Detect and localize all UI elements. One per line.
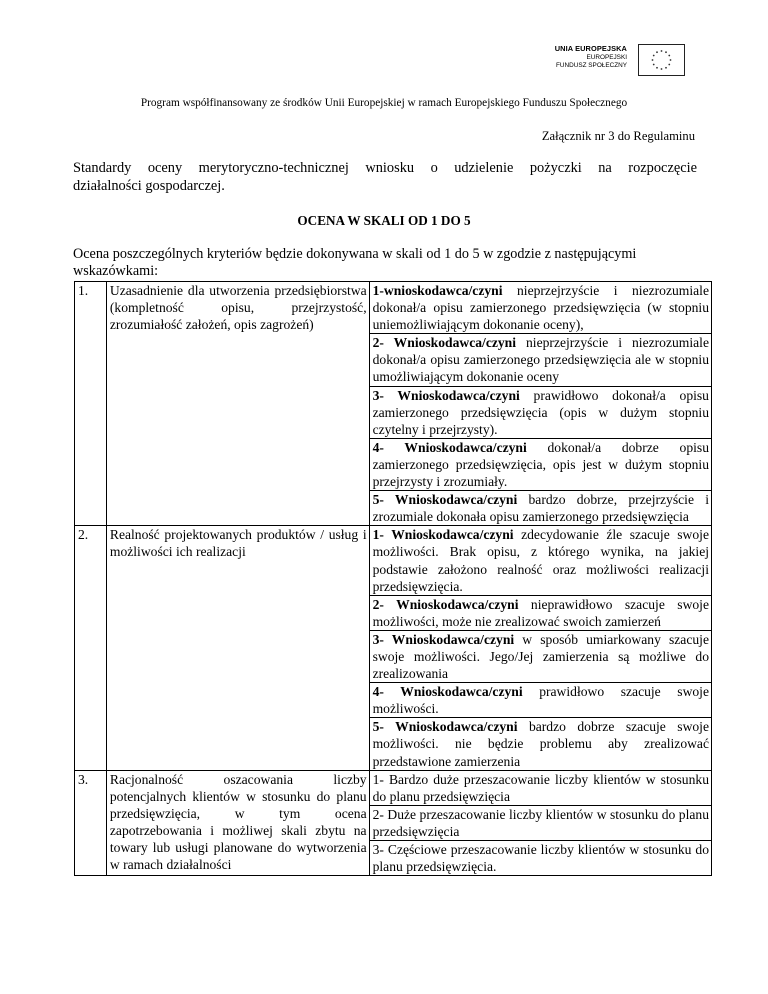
score-level (370, 630, 712, 682)
criterion-number: 1. (75, 282, 107, 526)
eu-flag-icon (638, 44, 685, 76)
eu-star (652, 59, 654, 61)
score-level-text: prawidłowo dokonał/a opisu zamierzonego przedsięwzięcia (opis w dużym stopniu czytelny i przejrzysty). (372, 387, 709, 437)
score-level-text: 1- Bardzo duże przeszacowanie liczby klientów w stosunku do planu przedsięwzięcia (372, 771, 709, 804)
score-level-text: nieprzejrzyście i niezrozumiale dokonał/a opisu zamierzonego przedsięwzięcia (w stopniu uniemożliwiającym dokonanie oceny), (372, 283, 709, 333)
eu-star (665, 67, 667, 69)
eu-star (668, 64, 670, 66)
score-level (370, 682, 712, 717)
score-level (370, 333, 712, 385)
score-level-prefix: 5- Wnioskodawca/czyni (372, 719, 518, 735)
score-level-text: prawidłowo szacuje swoje możliwości. (372, 684, 709, 717)
score-level (370, 438, 712, 490)
eu-star (656, 67, 658, 69)
table-row (75, 770, 712, 876)
score-level (370, 595, 712, 630)
eu-star (661, 68, 663, 70)
score-level (370, 771, 712, 805)
score-guidelines (369, 526, 711, 770)
eu-star (670, 59, 672, 61)
annex-label: Załącznik nr 3 do Regulaminu (541, 129, 695, 143)
logo-line-1: UNIA EUROPEJSKA (554, 44, 627, 53)
score-level-prefix: 2- Wnioskodawca/czyni (372, 335, 517, 351)
eu-star (653, 55, 655, 57)
score-level-text: bardzo dobrze, przejrzyście i zrozumiale dokonała opisu zamierzonego przedsięwzięcia (372, 492, 709, 525)
document-title (73, 159, 697, 195)
criteria-table (74, 281, 712, 876)
criterion-number: 2. (75, 526, 107, 770)
score-level-prefix: 1-wnioskodawca/czyni (372, 283, 503, 298)
logo-line-3: FUNDUSZ SPOŁECZNY (555, 62, 627, 70)
score-level (370, 386, 712, 438)
score-level-prefix: 4- Wnioskodawca/czyni (372, 439, 527, 455)
score-level (370, 805, 712, 840)
score-guidelines (369, 282, 711, 526)
eu-stars-icon (639, 45, 684, 75)
score-guidelines (369, 770, 711, 876)
eu-logo-text (545, 45, 627, 71)
score-level (370, 282, 712, 333)
title-line-1: Standardy oceny merytoryczno-technicznej wniosku o udzielenie pożyczki na rozpoczęcie (73, 160, 697, 176)
score-level-prefix: 4- Wnioskodawca/czyni (372, 684, 523, 700)
eu-star (661, 50, 663, 52)
score-level-prefix: 3- Wnioskodawca/czyni (372, 631, 515, 647)
score-level (370, 526, 712, 594)
score-level-text: zdecydowanie źle szacuje swoje możliwości. Brak opisu, z którego wynika, na jakiej podstawie założono realność oraz możliwości realizacji przedsięwzięcia. (372, 527, 709, 594)
score-level-text: 2- Duże przeszacowanie liczby klientów w stosunku do planu przedsięwzięcia (372, 806, 709, 839)
criterion-description: Racjonalność oszacowania liczby potencjalnych klientów w stosunku do planu przedsięwzięcia, w tym ocena zapotrzebowania i możliwej skali zbytu na towary lub usługi planowane do wytworzenia w ramach działalności (106, 770, 369, 876)
criterion-description: Uzasadnienie dla utworzenia przedsiębiorstwa (kompletność opisu, przejrzystość, zrozumiałość założeń, opis zagrożeń) (106, 282, 369, 526)
score-level-prefix: 2- Wnioskodawca/czyni (372, 596, 519, 612)
score-level-text: nieprawidłowo szacuje swoje możliwości, może nie zrealizować swoich zamierzeń (372, 596, 709, 629)
score-level-text: dokonał/a dobrze opisu zamierzonego przedsięwzięcia, opis jest w dużym stopniu przejrzysty i zrozumiały. (372, 439, 709, 490)
section-heading: OCENA W SKALI OD 1 DO 5 (297, 213, 471, 228)
score-level-text: bardzo dobrze szacuje swoje możliwości. nie będzie problemu aby zrealizować przedstawione zamierzenia (372, 719, 709, 769)
score-level-text: nieprzejrzyście i niezrozumiale dokonał/a opisu zamierzonego przedsięwzięcia ale w stopniu umożliwiającym dokonanie oceny (372, 335, 709, 385)
score-level (370, 490, 712, 525)
logo-line-2: EUROPEJSKI (586, 53, 627, 61)
program-note: Program współfinansowany ze środków Unii Europejskiej w ramach Europejskiego Funduszu Społecznego (140, 97, 628, 109)
eu-star (656, 51, 658, 53)
eu-logo (545, 44, 687, 78)
score-level-prefix: 1- Wnioskodawca/czyni (372, 527, 514, 543)
eu-star (653, 64, 655, 66)
eu-star (668, 55, 670, 57)
title-line-2: działalności gospodarczej. (73, 178, 225, 194)
score-level (370, 840, 712, 875)
score-level-text: w sposób umiarkowany szacuje swoje możliwości. Jego/Jej zamierzenia są możliwe do zrealizowania (372, 631, 709, 682)
table-row (75, 526, 712, 770)
criterion-description: Realność projektowanych produktów / usług i możliwości ich realizacji (106, 526, 369, 770)
criterion-number: 3. (75, 770, 107, 876)
score-level-prefix: 5- Wnioskodawca/czyni (372, 492, 518, 508)
intro-text: Ocena poszczególnych kryteriów będzie dokonywana w skali od 1 do 5 w zgodzie z następującymi wskazówkami: (73, 246, 637, 279)
table-row (75, 282, 712, 526)
eu-star (665, 51, 667, 53)
score-level-text: 3- Częściowe przeszacowanie liczby klientów w stosunku do planu przedsięwzięcia. (372, 842, 709, 875)
score-level (370, 717, 712, 769)
score-level-prefix: 3- Wnioskodawca/czyni (372, 387, 520, 403)
